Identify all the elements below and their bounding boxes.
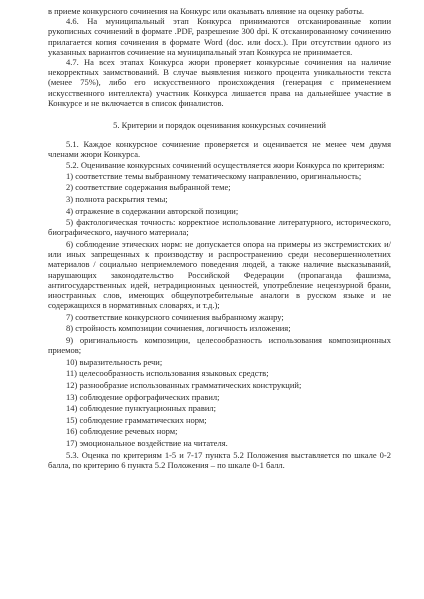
criterion-item: 12) разнообразие использованных грамматических конструкций;	[66, 380, 302, 390]
criterion-item: 13) соблюдение орфографических правил;	[66, 391, 220, 402]
criterion-item: 2) соответствие содержания выбранной теме;	[66, 182, 231, 193]
criteria-list	[48, 171, 391, 448]
criterion-item: 1) соответствие темы выбранному тематическому направлению, оригинальность;	[66, 170, 362, 181]
criterion-item: 17) эмоциональное воздействие на читателя.	[66, 437, 228, 448]
paragraph-5-3: 5.3. Оценка по критериям 1-5 и 7-17 пункта 5.2 Положения выставляется по шкале 0-2 балла, по критерию 6 пункта 5.2 Положения – по шкале 0-1 балл.	[48, 449, 391, 470]
criterion-item: 7) соответствие конкурсного сочинения выбранному жанру;	[66, 311, 284, 322]
criterion-item: 9) оригинальность композиции, целесообразность использования композиционных приемов;	[48, 335, 391, 356]
section-title: 5. Критерии и порядок оценивания конкурсных сочинений	[113, 120, 326, 131]
paragraph-5-1: 5.1. Каждое конкурсное сочинение проверяется и оценивается не менее чем двумя членами жюри Конкурса.	[48, 139, 391, 160]
document-page	[48, 6, 391, 470]
criterion-item: 10) выразительность речи;	[66, 356, 163, 367]
criterion-item: 6) соблюдение этических норм: не допускается опора на примеры из экстремистских и/или иных запрещенных к производству и распространению среди несовершеннолетних материалов / социально неприемлемого поведения людей, а также наличие высказываний, нарушающих законодательство Российской Федерации (пропаганда фашизма, антигосударственных идей, нетрадиционных ценностей, употребление нецензурной брани, иностранных слов, имеющих общеупотребительные аналоги в русском языке и не содержащихся в нормативных словарях, и т.д.);	[48, 239, 391, 311]
criterion-item: 8) стройность композиции сочинения, логичность изложения;	[66, 323, 291, 334]
criterion-item: 5) фактологическая точность: корректное использование литературного, исторического, биографического, научного материала;	[48, 217, 391, 238]
paragraph-4-7: 4.7. На всех этапах Конкурса жюри проверяет конкурсные сочинения на наличие некорректных заимствований. В случае выявления низкого процента уникальности текста (менее 75%), либо его искусственного происхождения (генерация с применением искусственного интеллекта) участник Конкурса лишается права на дальнейшее участие в Конкурсе и не включается в список финалистов.	[48, 57, 391, 108]
criterion-item: 14) соблюдение пунктуационных правил;	[66, 403, 216, 414]
criterion-item: 15) соблюдение грамматических норм;	[66, 414, 207, 425]
criterion-item: 4) отражение в содержании авторской позиции;	[66, 205, 239, 216]
criterion-item: 11) целесообразность использования языковых средств;	[66, 368, 269, 379]
paragraph-continuation: в приеме конкурсного сочинения на Конкурс или оказывать влияние на оценку работы.	[48, 6, 365, 16]
paragraph-5-2: 5.2. Оценивание конкурсных сочинений осуществляется жюри Конкурса по критериям:	[66, 159, 385, 170]
criterion-item: 16) соблюдение речевых норм;	[66, 426, 178, 437]
criterion-item: 3) полнота раскрытия темы;	[66, 194, 168, 205]
paragraph-4-6: 4.6. На муниципальный этап Конкурса принимаются отсканированные копии рукописных сочинений в формате .PDF, разрешение 300 dpi. К отсканированному сочинению прилагается копия сочинения в формате Word (doc. или docx.). При отсутствии одного из указанных вариантов сочинение на муниципальный этап Конкурса не принимается.	[48, 16, 391, 57]
